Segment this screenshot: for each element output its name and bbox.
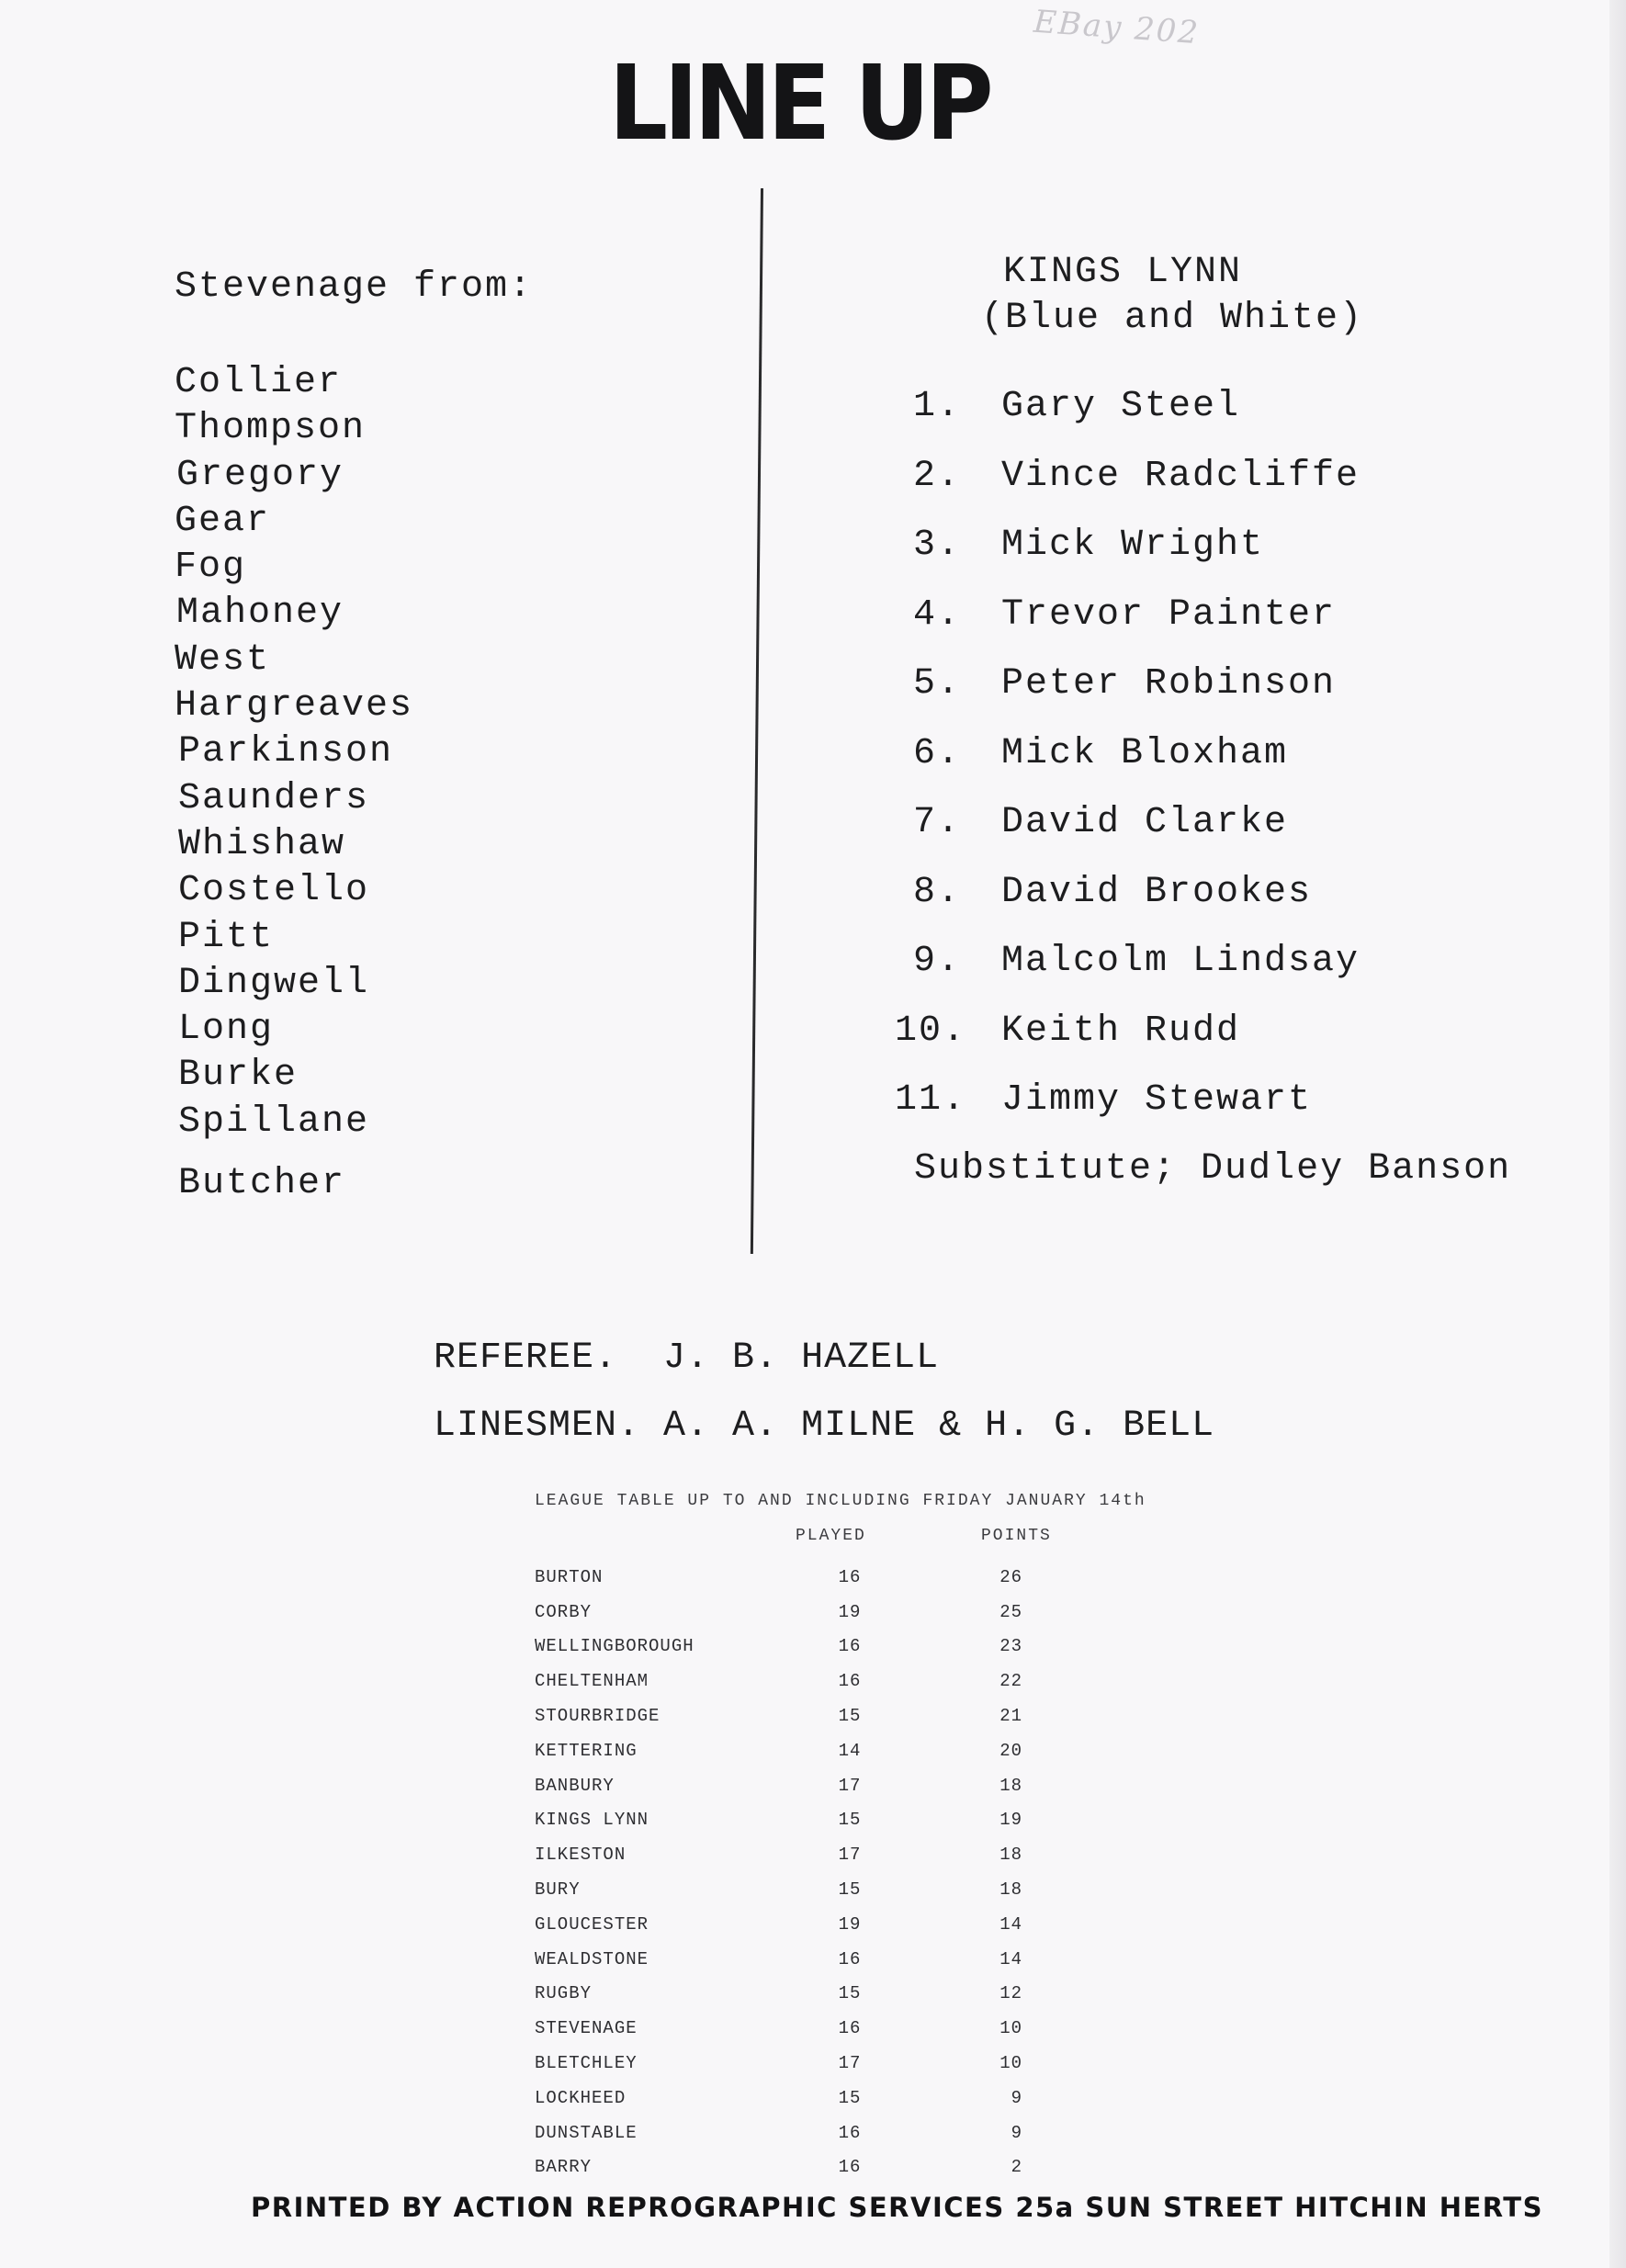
played-cell: 17 [838,1845,862,1866]
team-cell: RUGBY [535,1983,593,2004]
away-player-row [873,592,1360,662]
played-cell: 15 [838,1810,862,1831]
home-player: Collier [175,362,343,403]
away-player-row [873,1078,1360,1147]
away-player-row [873,384,1360,454]
team-cell: ILKESTON [535,1845,627,1866]
points-cell: 23 [999,1636,1022,1657]
team-cell: CORBY [535,1601,593,1622]
player-name: Keith Rudd [1001,1010,1241,1052]
played-cell: 17 [838,2053,862,2074]
column-divider [751,188,763,1254]
player-name: Trevor Painter [1001,593,1337,636]
shirt-number: 1. [912,386,961,427]
home-player: Saunders [178,777,370,819]
table-row [535,1942,1032,1977]
team-cell: STEVENAGE [535,2018,638,2039]
table-row [535,1698,1032,1733]
home-player: Fog [175,547,247,589]
points-cell: 10 [999,2018,1022,2039]
points-cell: 26 [999,1566,1022,1587]
points-cell: 18 [999,1775,1022,1796]
table-row [535,2116,1032,2150]
home-player: West [175,638,271,681]
away-player-row [873,454,1360,524]
away-player-row [873,939,1360,1009]
player-name: Jimmy Stewart [1001,1079,1313,1121]
shirt-number: 11. [894,1079,966,1121]
page-title: LINE UP [608,44,990,164]
points-cell: 22 [999,1671,1022,1692]
player-name: Mick Bloxham [1001,732,1289,774]
table-row [535,2046,1032,2081]
home-player: Pitt [178,916,275,958]
points-cell: 14 [999,1913,1022,1935]
team-cell: KETTERING [535,1740,638,1761]
shirt-number: 2. [912,455,961,497]
team-cell: LOCKHEED [535,2087,627,2108]
away-player-row [873,661,1360,731]
substitute-line: Substitute; Dudley Banson [914,1148,1512,1190]
away-player-row [873,870,1360,940]
table-row [535,1803,1032,1838]
player-name: David Clarke [1001,802,1289,843]
home-player: Thompson [175,408,367,450]
home-player: Dingwell [178,962,370,1004]
table-row [535,1664,1032,1698]
points-column-header: POINTS [981,1527,1052,1545]
played-cell: 19 [838,1601,862,1622]
home-player: Parkinson [178,731,394,773]
away-player-row [873,800,1360,870]
away-team-name: KINGS LYNN [1003,252,1243,293]
team-cell: GLOUCESTER [535,1913,649,1935]
table-row [535,2011,1032,2046]
table-row [535,1768,1032,1803]
points-cell: 18 [999,1845,1022,1866]
player-name: Vince Radcliffe [1001,455,1361,497]
player-name: Peter Robinson [1001,663,1337,705]
played-cell: 15 [838,2087,862,2108]
team-cell: BANBURY [535,1775,615,1796]
home-player-list [175,360,413,1207]
shirt-number: 5. [912,663,961,705]
played-cell: 16 [838,2122,862,2143]
match-officials [434,1336,1214,1472]
played-column-header: PLAYED [796,1527,866,1545]
shirt-number: 7. [912,802,961,843]
shirt-number: 4. [912,593,961,636]
home-player: Mahoney [176,592,344,635]
player-name: Gary Steel [1001,386,1241,427]
played-cell: 16 [838,1636,862,1657]
team-cell: KINGS LYNN [535,1810,649,1831]
played-cell: 16 [838,1566,862,1587]
points-cell: 19 [999,1810,1022,1831]
table-row [535,1630,1032,1664]
pencil-annotation: EBay 202 [1032,3,1202,52]
home-player: Long [178,1009,275,1051]
played-cell: 19 [838,1913,862,1935]
points-cell: 10 [999,2053,1022,2074]
home-player: Spillane [178,1100,370,1143]
team-cell: BURY [535,1879,581,1901]
away-player-list [873,384,1360,1147]
home-player: Burke [178,1055,299,1097]
home-player: Gregory [176,454,344,496]
away-team-colours: (Blue and White) [981,298,1364,339]
league-table-heading: LEAGUE TABLE UP TO AND INCLUDING FRIDAY JANUARY 14th [535,1492,1146,1510]
linesmen-line: LINESMEN. A. A. MILNE & H. G. BELL [434,1405,1215,1447]
shirt-number: 8. [912,871,961,913]
player-name: Malcolm Lindsay [1001,941,1361,982]
shirt-number: 6. [912,732,961,774]
away-player-row [873,1009,1360,1078]
league-table [535,1560,1032,2184]
page-edge-shadow [1609,0,1626,2268]
played-cell: 16 [838,1671,862,1692]
played-cell: 15 [838,1706,862,1727]
played-cell: 15 [838,1879,862,1901]
played-cell: 16 [838,1948,862,1969]
points-cell: 12 [999,1983,1022,2004]
team-cell: WEALDSTONE [535,1948,649,1969]
player-name: David Brookes [1001,871,1313,913]
table-row [535,1595,1032,1630]
points-cell: 25 [999,1601,1022,1622]
played-cell: 15 [838,1983,862,2004]
home-player: Butcher [178,1163,346,1205]
points-cell: 14 [999,1948,1022,1969]
home-player: Hargreaves [175,685,414,728]
played-cell: 16 [838,2018,862,2039]
shirt-number: 10. [894,1010,966,1052]
played-cell: 14 [838,1740,862,1761]
shirt-number: 9. [912,941,961,982]
home-player: Whishaw [178,823,346,865]
shirt-number: 3. [912,525,961,566]
table-row [535,1977,1032,2012]
referee-line: REFEREE. J. B. HAZELL [434,1337,940,1379]
points-cell: 21 [999,1706,1022,1727]
team-cell: STOURBRIDGE [535,1706,661,1727]
player-name: Mick Wright [1001,525,1265,566]
points-cell: 9 [1011,2122,1022,2143]
table-row [535,1907,1032,1942]
table-row [535,1560,1032,1595]
table-row [535,2081,1032,2116]
played-cell: 16 [838,2157,862,2178]
points-cell: 2 [1011,2157,1022,2178]
table-row [535,2150,1032,2185]
team-cell: DUNSTABLE [535,2122,638,2143]
points-cell: 9 [1011,2087,1022,2108]
away-player-row [873,523,1360,592]
table-row [535,1733,1032,1768]
home-team-heading: Stevenage from: [175,266,534,308]
team-cell: BLETCHLEY [535,2053,638,2074]
team-cell: WELLINGBOROUGH [535,1636,694,1657]
league-table-body [535,1560,1032,2184]
away-team-heading [981,250,1363,342]
team-cell: CHELTENHAM [535,1671,649,1692]
table-row [535,1872,1032,1907]
team-cell: BARRY [535,2157,593,2178]
played-cell: 17 [838,1775,862,1796]
away-player-row [873,731,1360,801]
home-player: Costello [178,870,370,912]
team-cell: BURTON [535,1566,604,1587]
home-player: Gear [175,500,271,542]
table-row [535,1837,1032,1872]
points-cell: 20 [999,1740,1022,1761]
points-cell: 18 [999,1879,1022,1901]
printer-credit: PRINTED BY ACTION REPROGRAPHIC SERVICES 25a SUN STREET HITCHIN HERTS [251,2192,1543,2223]
